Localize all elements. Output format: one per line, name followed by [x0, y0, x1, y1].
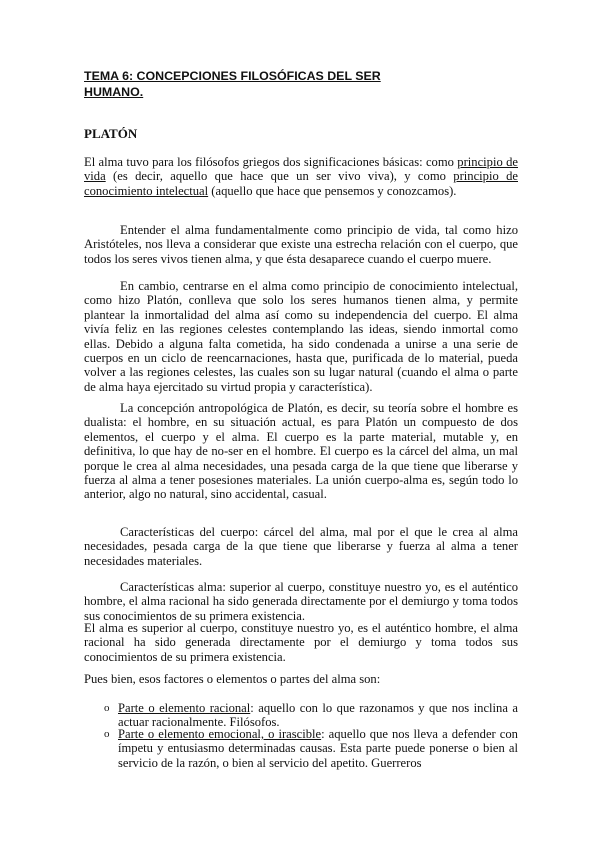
paragraph: Características alma: superior al cuerpo, constituye nuestro yo, es el auténtico hombre, el alma racional ha sido generada directamente por el demiurgo y toma todos sus conocimientos de su primera existencia. [84, 580, 518, 623]
list-item [104, 701, 518, 730]
paragraph: La concepción antropológica de Platón, es decir, su teoría sobre el hombre es dualista: el hombre, en su situación actual, es para Platón un compuesto de dos elementos, el cuerpo y el alma. El cuerpo es la parte material, mutable y, en definitiva, lo que hay de no-ser en el hombre. El cuerpo es la cárcel del alma, un mal porque le crea al alma necesidades, una pesada carga de la que tiene que liberarse y fuerza al alma a tener posesiones materiales. La unión cuerpo-alma es, según todo lo anterior, algo no natural, sino accidental, casual. [84, 401, 518, 502]
list-item [104, 727, 518, 770]
section-heading: PLATÓN [84, 126, 138, 141]
paragraph: Entender el alma fundamentalmente como principio de vida, tal como hizo Aristóteles, nos lleva a considerar que existe una estrecha relación con el cuerpo, que todos los seres vivos tienen alma, y que ésta desaparece cuando el cuerpo muere. [84, 223, 518, 266]
page-title [84, 68, 404, 100]
list-item-term: Parte o elemento emocional, o irascible [118, 727, 322, 741]
list-item-text [104, 701, 518, 730]
paragraph: Características del cuerpo: cárcel del alma, mal por el que le crea al alma necesidades, pesada carga de la que tiene que liberarse y fuerza al alma a tener necesidades materiales. [84, 525, 518, 568]
bullet-marker: o [104, 728, 110, 740]
title-line-1: TEMA 6: CONCEPCIONES FILOSÓFICAS DEL SER [84, 69, 381, 83]
list-intro: Pues bien, esos factores o elementos o partes del alma son: [84, 672, 381, 686]
bullet-marker: o [104, 702, 110, 714]
title-line-2: HUMANO. [84, 85, 144, 99]
intro-paragraph [84, 155, 518, 198]
intro-text-1: El alma tuvo para los filósofos griegos dos significaciones básicas: como [84, 155, 458, 169]
intro-term-1: principio de vida [84, 155, 518, 184]
paragraph-plain: El alma es superior al cuerpo, constituye nuestro yo, es el auténtico hombre, el alma racional ha sido generada directamente por el demiurgo y toma todos sus conocimientos de su primera existencia. [84, 621, 518, 664]
list-item-description: : aquello que nos lleva a defender con ímpetu y entusiasmo determinadas causas. Esta parte puede ponerse o bien al servicio de la razón, o bien al servicio del apetito. Guerreros [118, 727, 518, 770]
intro-text-2: (es decir, aquello que hace que un ser vivo viva), y como [105, 169, 454, 184]
paragraph: En cambio, centrarse en el alma como principio de conocimiento intelectual, como hizo Platón, conlleva que solo los seres humanos tienen alma, y permite plantear la inmortalidad del alma así como su independencia del cuerpo. El alma vivía feliz en las regiones celestes contemplando las ideas, siendo inmortal como ellas. Debido a alguna falta cometida, ha sido condenada a unirse a una serie de cuerpos en un ciclo de reencarnaciones, hasta que, purificada de lo material, pueda volver a las regiones celestes, las cuales son su lugar natural (cuando el alma o parte de alma haya ejercitado su virtud propia y característica). [84, 279, 518, 394]
list-item-term: Parte o elemento racional [118, 701, 251, 715]
intro-text-3: (aquello que hace que pensemos y conozcamos). [208, 183, 457, 198]
list-item-description: : aquello con lo que razonamos y que nos inclina a actuar racionalmente. Filósofos. [118, 701, 518, 730]
intro-term-2: principio de conocimiento intelectual [84, 169, 518, 198]
list-item-text [104, 727, 518, 770]
